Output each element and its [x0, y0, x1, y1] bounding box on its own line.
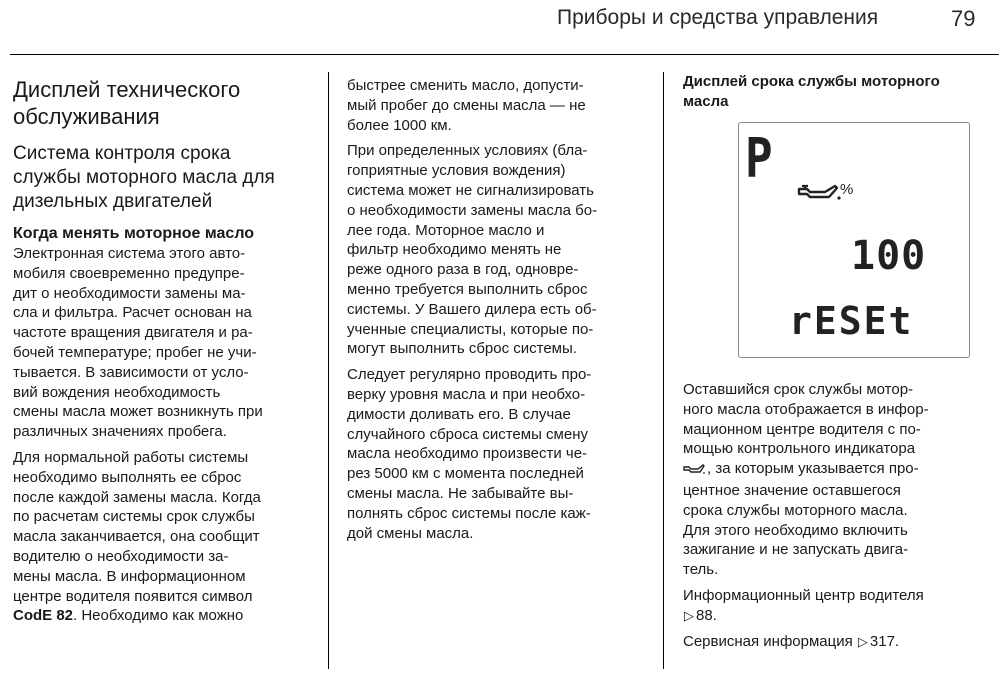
section-title-line: Дисплей технического [13, 77, 241, 102]
text-line [683, 606, 983, 626]
display-mode-letter: P [745, 127, 775, 190]
text-line: Оставшийся срок службы мотор- [683, 381, 914, 398]
text-line: Для нормальной работы системы [13, 448, 249, 466]
percent-sign: % [840, 181, 854, 198]
text-line: При определенных условиях (бла- [347, 142, 588, 160]
column-2 [347, 76, 647, 543]
text-fragment: , за которым указывается про- [707, 460, 919, 478]
text-line: частоте вращения двигателя и ра- [13, 324, 253, 342]
paragraph [683, 380, 983, 580]
text-line: могут выполнить сброс системы. [347, 340, 577, 358]
text-line: мены масла. В информационном [13, 567, 246, 585]
text-line: Следует регулярно проводить про- [347, 366, 592, 384]
column-divider-2 [663, 72, 664, 669]
section-title-line: обслуживания [13, 104, 160, 129]
text-line: необходимо выполнять ее сброс [13, 468, 242, 486]
text-line: различных значениях пробега. [13, 423, 227, 441]
text-line: фильтр необходимо менять не [347, 241, 562, 259]
text-fragment: . Необходимо как можно [73, 607, 244, 625]
oil-can-icon [795, 181, 841, 208]
column-divider-1 [328, 72, 329, 669]
page-reference-arrow-icon: ▷ [684, 607, 694, 623]
text-line: водителю о необходимости за- [13, 547, 229, 565]
oil-life-display-illustration [738, 122, 970, 358]
text-line: мобиля своевременно предупре- [13, 264, 245, 282]
column-1 [13, 76, 313, 626]
text-line: Для этого необходимо включить [683, 521, 908, 539]
oil-life-value: 100 [851, 233, 927, 279]
paragraph [13, 244, 313, 442]
text-line: зажигание и не запускать двига- [683, 541, 909, 559]
text-line: ученные специалисты, которые по- [347, 320, 594, 338]
text-line: менно требуется выполнить сброс [347, 280, 588, 298]
display-heading-line: масла [683, 93, 729, 110]
text-line: полнять сброс системы после каж- [347, 504, 591, 522]
reference-text: Сервисная информация [683, 632, 853, 650]
text-line: масла заканчивается, она сообщит [13, 528, 260, 546]
reference-page: 88. [696, 606, 717, 624]
text-line: верку уровня масла и при необхо- [347, 385, 586, 403]
text-line: гоприятные условия вождения) [347, 162, 566, 180]
cross-reference[interactable] [683, 632, 983, 652]
text-line: лее года. Моторное масло и [347, 221, 545, 239]
text-line: реже одного раза в год, одновре- [347, 261, 579, 279]
text-line: системы. У Вашего дилера есть об- [347, 300, 597, 318]
display-heading [683, 72, 983, 112]
text-line: быстрее сменить масло, допусти- [347, 77, 584, 94]
text-line: мый пробег до смены масла — не [347, 96, 586, 114]
reset-message: rESEt [789, 299, 914, 343]
text-line: после каждой замены масла. Когда [13, 488, 261, 506]
text-line: о необходимости замены масла бо- [347, 201, 598, 219]
paragraph [13, 448, 313, 626]
text-line: масла необходимо произвести че- [347, 445, 588, 463]
page-number: 79 [951, 6, 976, 31]
paragraph [347, 76, 647, 135]
text-line: дой смены масла. [347, 524, 474, 542]
text-line: Электронная система этого авто- [13, 245, 246, 262]
text-line: дит о необходимости замены ма- [13, 284, 246, 302]
column-3 [683, 72, 983, 651]
text-line: ного масла отображается в инфор- [683, 400, 929, 418]
paragraph [347, 141, 647, 359]
text-line: мощью контрольного индикатора [683, 440, 916, 458]
header-divider [10, 54, 999, 55]
text-line: по расчетам системы срок службы [13, 508, 255, 526]
oil-indicator-icon [683, 461, 705, 481]
text-line: случайного сброса системы смену [347, 425, 588, 443]
text-line: тель. [683, 561, 719, 579]
text-line: центное значение оставшегося [683, 481, 901, 499]
text-line: центре водителя появится символ [13, 587, 253, 605]
text-line: срока службы моторного масла. [683, 501, 908, 519]
text-line: бочей температуре; пробег не учи- [13, 343, 257, 361]
text-line [683, 459, 983, 481]
text-line: система может не сигнализировать [347, 181, 594, 199]
text-line: мационном центре водителя с по- [683, 420, 921, 438]
text-line: рез 5000 км с момента последней [347, 465, 584, 483]
reference-page: 317. [869, 632, 900, 650]
subsection-title-line: службы моторного масла для [13, 167, 275, 188]
text-line: смены масла. Не забывайте вы- [347, 484, 574, 502]
section-title [13, 76, 313, 130]
text-line: смены масла может возникнуть при [13, 403, 263, 421]
text-line: димости доливать его. В случае [347, 405, 571, 423]
page-reference-arrow-icon: ▷ [857, 633, 868, 649]
subsection-title-line: дизельных двигателей [13, 191, 213, 212]
cross-reference[interactable] [683, 586, 983, 626]
paragraph [347, 365, 647, 543]
subsection-title-line: Система контроля срока [13, 143, 231, 164]
display-heading-line: Дисплей срока службы моторного [683, 73, 940, 90]
text-line: тывается. В зависимости от усло- [13, 363, 249, 381]
display-code: CodE 82 [13, 607, 74, 625]
reference-text: Информационный центр водителя [683, 586, 924, 604]
text-line: вий вождения необходимость [13, 383, 221, 401]
text-line: более 1000 км. [347, 116, 452, 134]
paragraph-heading: Когда менять моторное масло [13, 225, 255, 242]
text-line: сла и фильтра. Расчет основан на [13, 304, 252, 322]
text-line [13, 606, 313, 626]
subsection-title [13, 142, 313, 214]
page-header-title: Приборы и средства управления [557, 6, 879, 29]
